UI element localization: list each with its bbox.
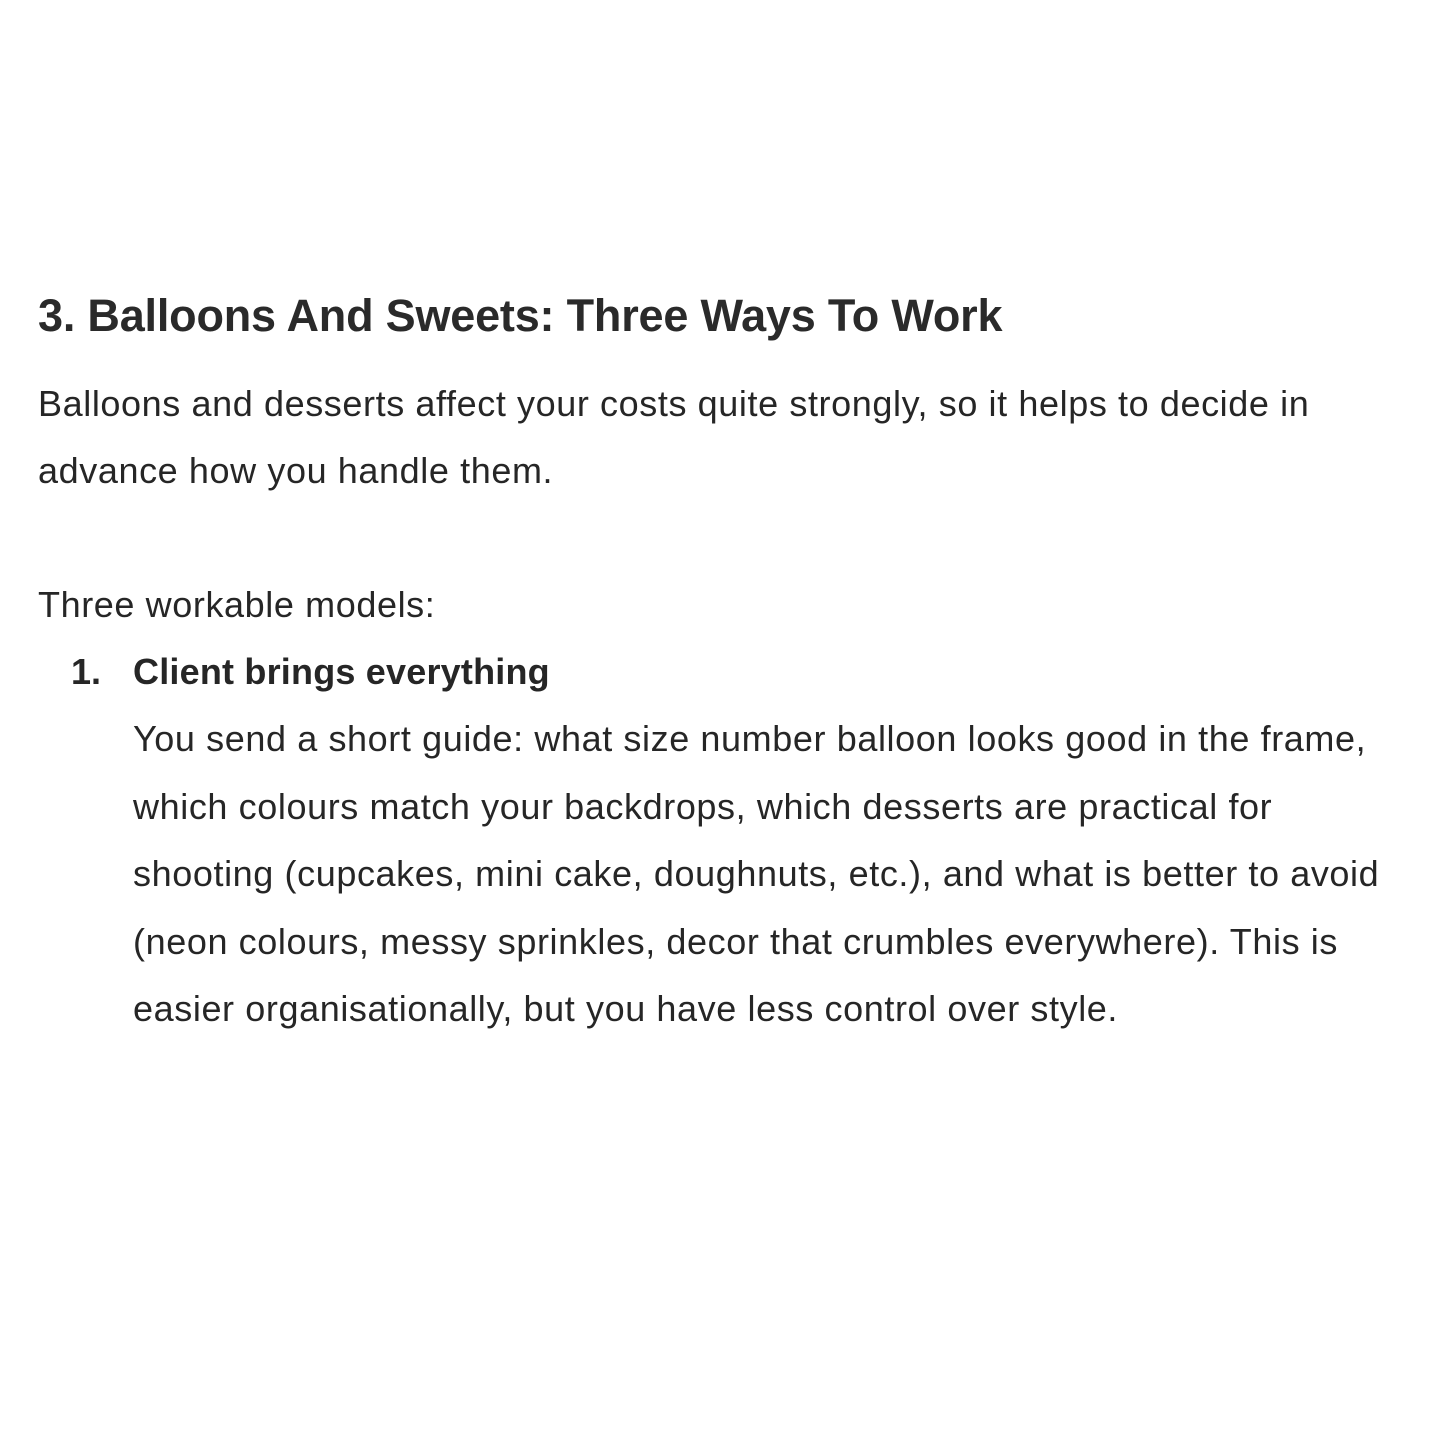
section-heading: 3. Balloons And Sweets: Three Ways To Work [38,290,1003,341]
models-list [38,638,1408,1043]
intro-paragraph: Balloons and desserts affect your costs quite strongly, so it helps to decide in advance how you handle them. [38,383,1310,491]
list-item-number: 1. [71,651,102,692]
document-body [38,286,1408,1043]
models-lead-in: Three workable models: [38,584,436,625]
list-item [38,638,1408,1043]
list-item-description: You send a short guide: what size number balloon looks good in the frame, which colours match your backdrops, which desserts are practical for shooting (cupcakes, mini cake, doughnuts, etc.), and what is better to avoid (neon colours, messy sprinkles, decor that crumbles everywhere). This is easier organisationally, but you have less control over style. [133,718,1380,1029]
list-item-title: Client brings everything [133,651,550,692]
